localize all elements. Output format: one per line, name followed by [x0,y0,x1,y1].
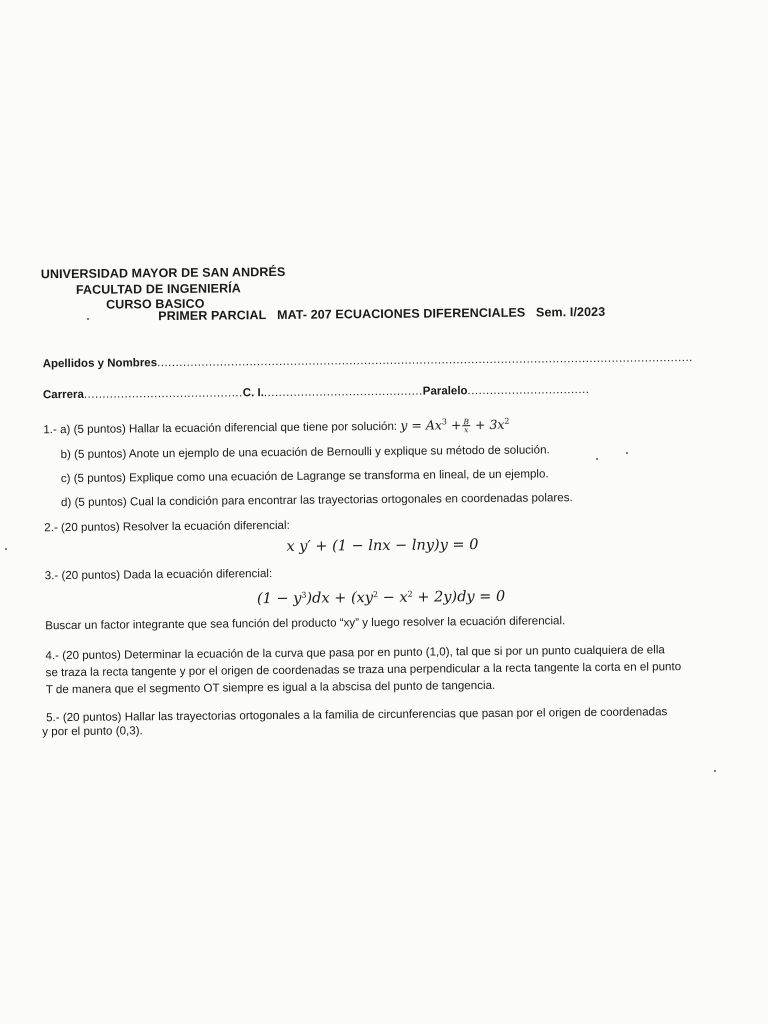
question-5-line-2: y por el punto (0,3). [42,724,143,739]
university-name: UNIVERSIDAD MAYOR DE SAN ANDRÉS [40,264,286,282]
eq-3-part4: + 2y)dy = 0 [412,588,506,606]
scan-speck [87,318,89,320]
scan-speck [596,458,598,460]
eq-1a-plus: + [450,417,462,433]
career-label: Carrera [42,388,84,402]
eq-1a-lhs: y = Ax [400,417,442,433]
semester-label: Sem. I/2023 [535,304,606,320]
question-1d: d) (5 puntos) Cual la condición para encontrar las trayectorias ortogonales en coordenadas polares. [60,491,573,510]
eq-1a-frac-num: B [463,417,469,427]
ci-label: C. I. [242,387,264,400]
eq-3-exp-a: 3 [301,590,307,600]
question-3-equation [257,589,505,607]
eq-3-part2: )dx + (xy [306,590,374,607]
question-3: 3.- (20 puntos) Dada la ecuación diferencial: [44,567,273,583]
question-1a [43,417,509,437]
names-label: Apellidos y Nombres [42,357,158,371]
career-line: ........................................... [83,387,243,401]
parallel-label: Paralelo [422,385,468,398]
scan-speck [714,770,716,772]
eq-1a-frac-den: x [464,425,469,435]
subject-name: MAT- 207 ECUACIONES DIFERENCIALES [276,305,526,322]
names-field [43,352,693,370]
course-name: CURSO BASICO [106,296,205,312]
eq-1a-exp3: 3 [441,417,447,427]
question-4-line-1: 4.- (20 puntos) Determinar la ecuación de la curva que pasa por en punto (1,0), tal que si por un punto cualquiera de ella [45,643,665,663]
names-line: ................................................................................................................................................. [157,351,693,370]
exam-title [158,305,605,323]
eq-1a-fraction [462,418,470,433]
faculty-name: FACULTAD DE INGENIERÍA [75,281,241,297]
career-row [43,384,590,401]
question-2: 2.- (20 puntos) Resolver la ecuación diferencial: [44,518,290,535]
scan-speck [5,548,7,550]
question-4-line-3: T de manera que el segmento OT siempre es igual a la abscisa del punto de tangencia. [45,678,496,697]
question-1a-text: 1.- a) (5 puntos) Hallar la ecuación diferencial que tiene por solución: [43,419,398,437]
question-5-line-1: 5.- (20 puntos) Hallar las trayectorias ortogonales a la familia de circunferencias que pasan por el origen de coordenadas [46,705,668,725]
question-1c: c) (5 puntos) Explique como una ecuación de Lagrange se transforma en lineal, de un ejemplo. [60,467,549,486]
question-4-line-2: se traza la recta tangente y por el origen de coordenadas se traza una perpendicular a la recta tangente la corta en el punto [45,660,682,680]
question-3-instruction: Buscar un factor integrante que sea función del producto “xy” y luego resolver la ecuación diferencial. [45,614,566,633]
eq-1a-tail: + 3x [474,416,505,433]
exam-name: PRIMER PARCIAL [158,308,267,324]
scan-speck [626,452,628,454]
eq-3-part3: − x [378,589,408,607]
ci-line: ........................................... [263,385,423,400]
question-1a-equation [400,417,509,433]
parallel-line: ................................. [467,383,590,398]
eq-3-part1: (1 − y [256,590,302,608]
eq-1a-exp2: 2 [504,416,510,426]
question-2-equation: x y′ + (1 − lnx − lny)y = 0 [286,537,479,555]
eq-3-exp-b: 2 [372,590,379,600]
question-1b: b) (5 puntos) Anote un ejemplo de una ecuación de Bernoulli y explique su método de solución. [60,443,550,462]
eq-3-exp-c: 2 [407,589,413,599]
